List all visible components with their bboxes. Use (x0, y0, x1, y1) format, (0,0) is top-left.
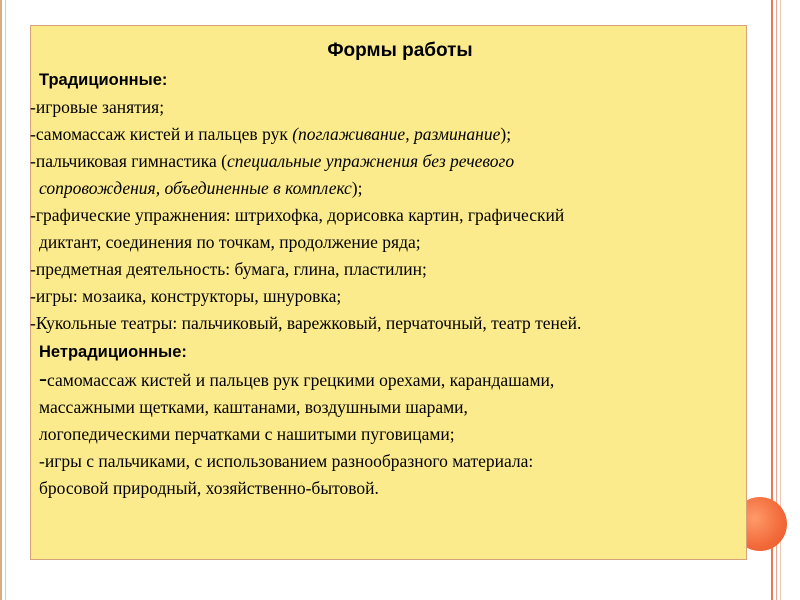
list-item: -игры: мозаика, конструкторы, шнуровка; (30, 286, 342, 306)
list-item: -предметная деятельность: бумага, глина, пластилин; (30, 259, 427, 279)
list-item-continuation: массажными щетками, каштанами, воздушными шарами, (39, 397, 468, 417)
list-item: -самомассаж кистей и пальцев рук (поглаживание, разминание); (30, 124, 512, 144)
frame-line-left-inner (5, 0, 6, 600)
nontraditional-heading: Нетрадиционные: (39, 343, 187, 361)
list-item-continuation: бросовой природный, хозяйственно-бытовой. (39, 478, 379, 498)
list-item-continuation: логопедическими перчатками с нашитыми пуговицами; (39, 424, 455, 444)
slide-content (30, 67, 760, 502)
list-item-continuation: диктант, соединения по точкам, продолжение ряда; (39, 232, 421, 252)
list-item: -графические упражнения: штрихофка, дорисовка картин, графический (30, 205, 565, 225)
traditional-heading: Традиционные: (39, 71, 168, 89)
list-item: -игры с пальчиками, с использованием разнообразного материала: (39, 451, 534, 471)
slide-title: Формы работы (327, 40, 473, 61)
list-item: -игровые занятия; (30, 97, 165, 117)
list-item-continuation: сопровождения, объединенные в комплекс); (39, 178, 363, 198)
list-item: -самомассаж кистей и пальцев рук грецкими орехами, карандашами, (39, 366, 555, 392)
list-item: -Кукольные театры: пальчиковый, варежковый, перчаточный, театр теней. (30, 313, 582, 333)
list-item: -пальчиковая гимнастика (специальные упражнения без речевого (30, 151, 515, 171)
frame-line-left-outer (0, 0, 2, 600)
